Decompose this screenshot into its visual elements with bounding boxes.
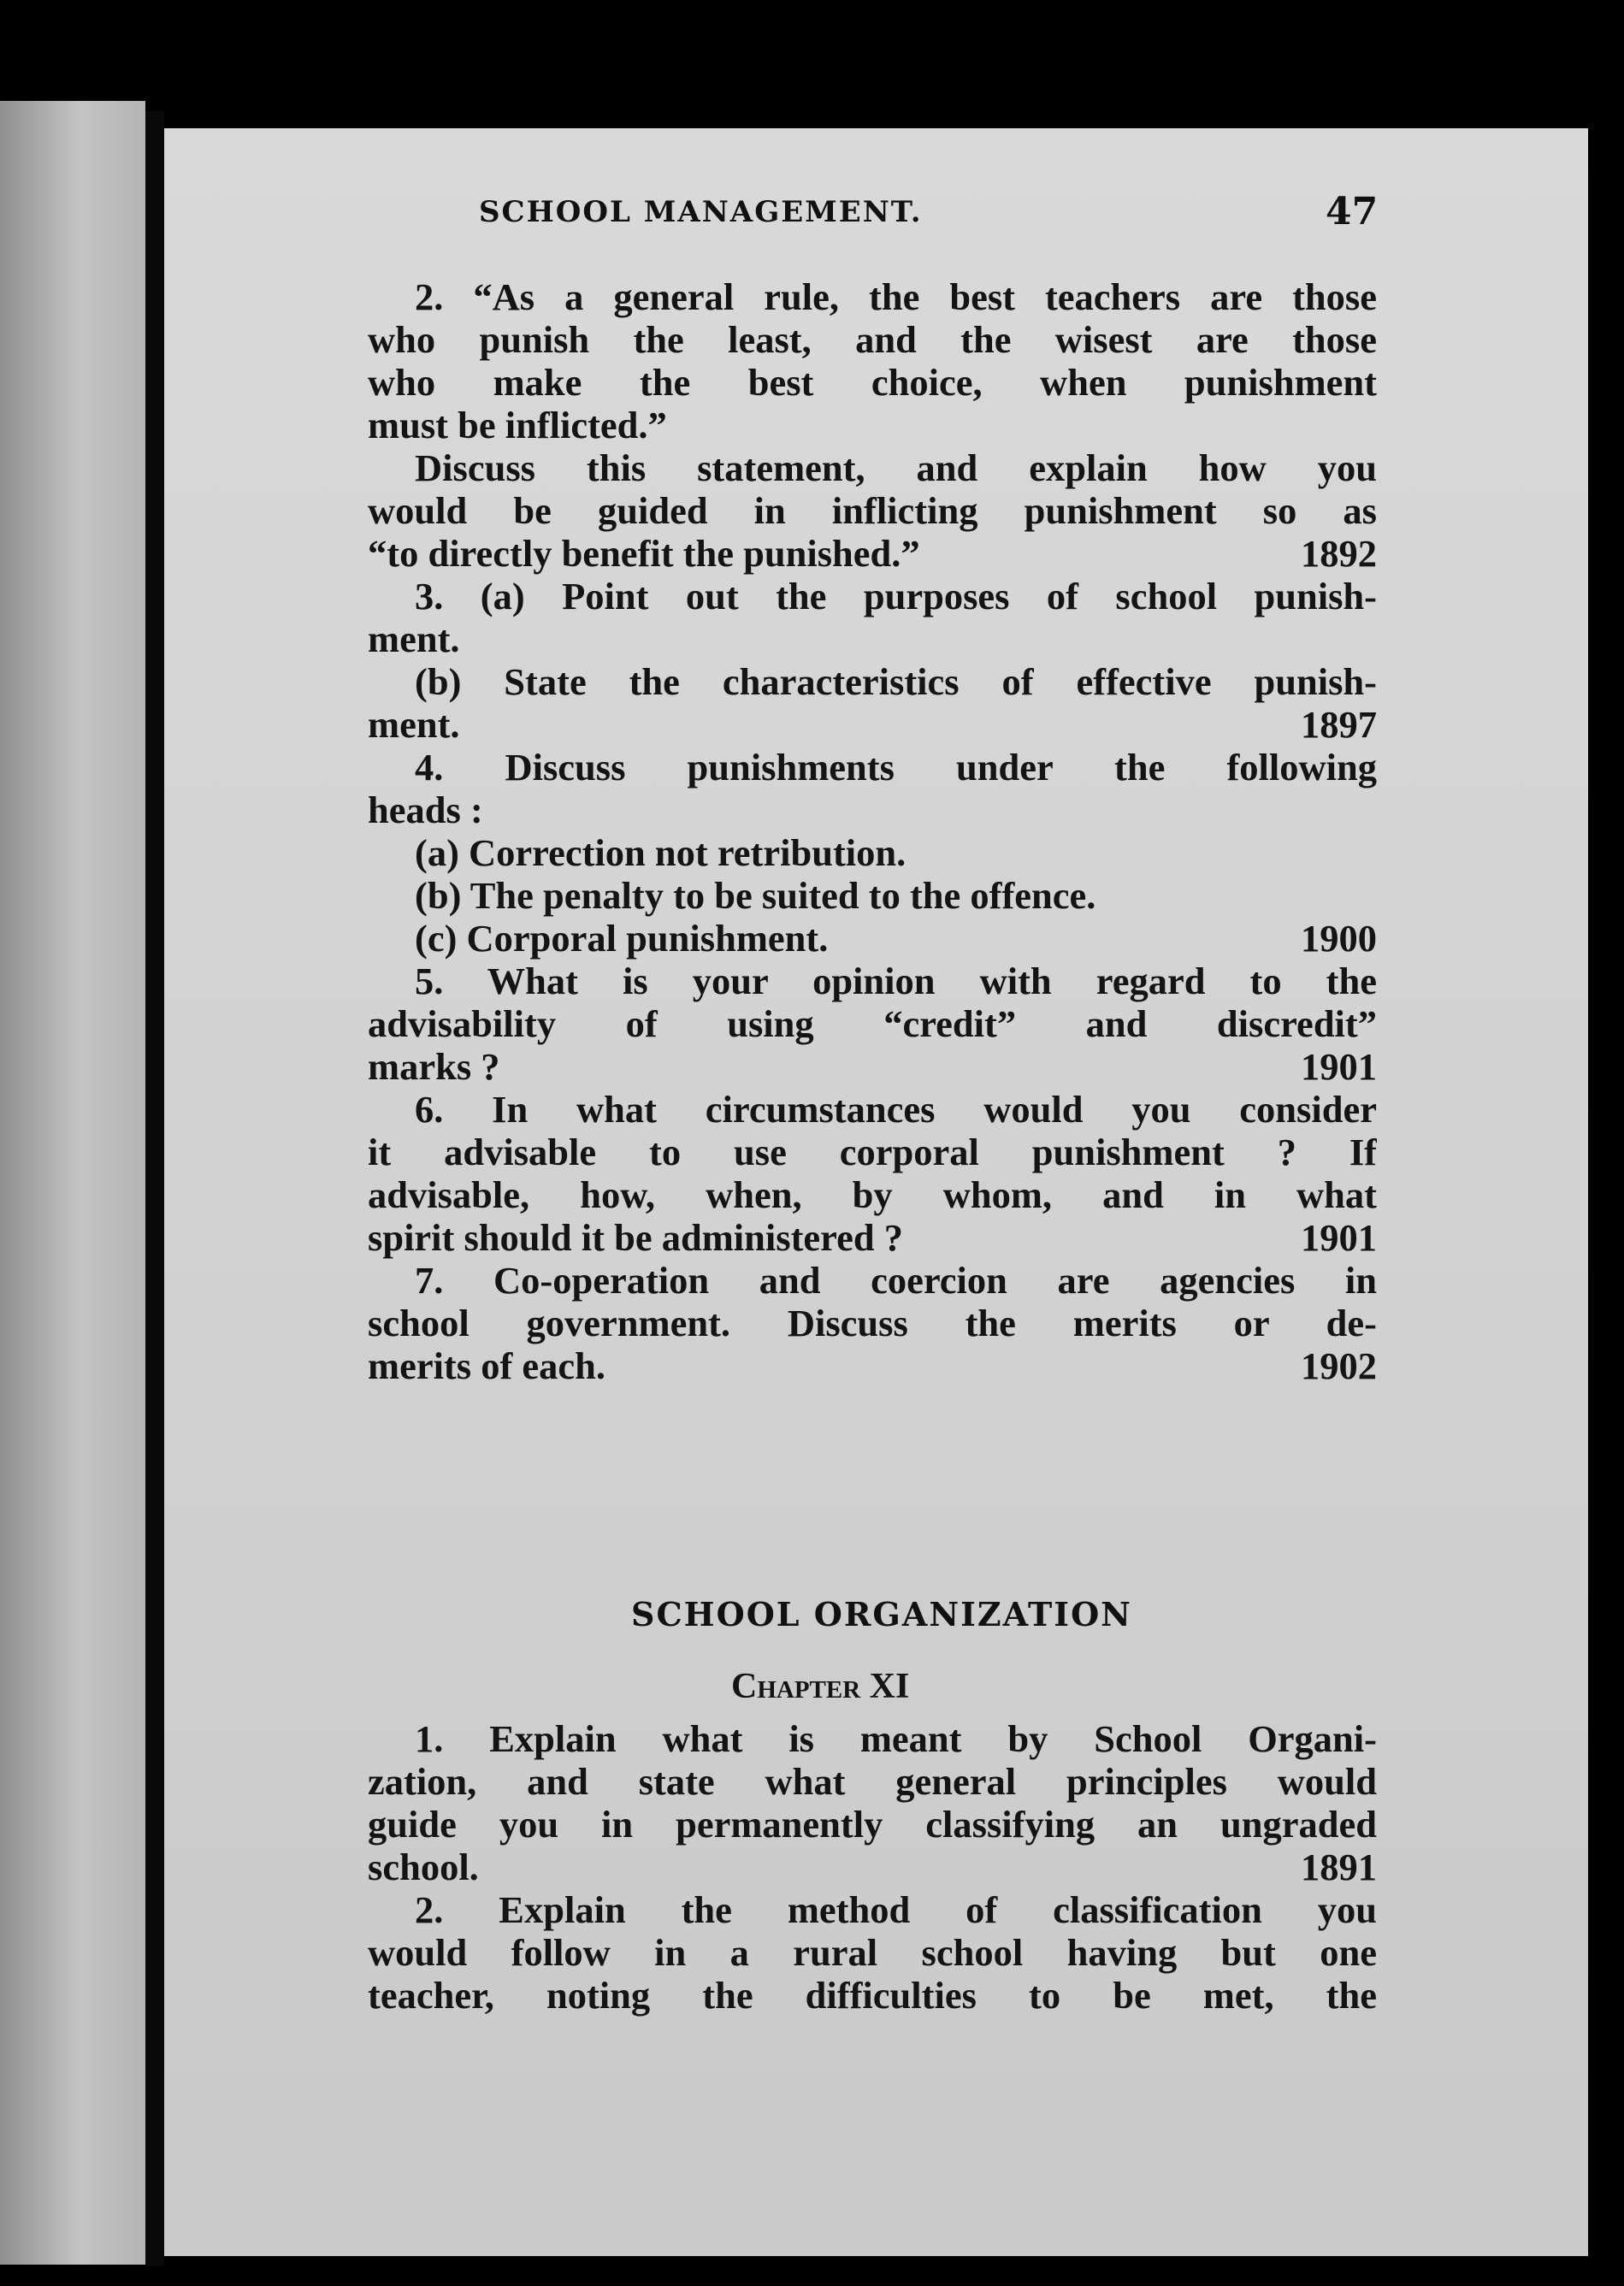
line-text: heads : (368, 789, 483, 831)
exam-year: 1901 (1301, 1045, 1377, 1088)
text-line (368, 1173, 1377, 1216)
line-text: Discuss this statement, and explain how you (415, 446, 1377, 489)
text-line (368, 617, 1377, 660)
line-text: spirit should it be administered ? (368, 1216, 903, 1259)
line-text: 7. Co-operation and coercion are agencies in (415, 1259, 1377, 1302)
line-text: (b) State the characteristics of effective punish- (415, 660, 1377, 703)
line-text: advisability of using “credit” and discredit” (368, 1002, 1377, 1045)
exam-year: 1901 (1301, 1216, 1377, 1259)
text-line (368, 703, 1377, 746)
text-line (368, 1002, 1377, 1045)
line-text: 2. “As a general rule, the best teachers are those (415, 275, 1377, 318)
text-line (368, 746, 1377, 789)
text-line (368, 404, 1377, 446)
section-heading: SCHOOL ORGANIZATION (631, 1595, 1132, 1633)
line-text: advisable, how, when, by whom, and in what (368, 1173, 1377, 1216)
page-number: 47 (1326, 190, 1379, 233)
question-list-organization (368, 1717, 1377, 2017)
line-text: teacher, noting the difficulties to be met, the (368, 1974, 1377, 2017)
line-text: must be inflicted.” (368, 404, 667, 446)
line-text: (c) Corporal punishment. (415, 917, 829, 960)
running-title: SCHOOL MANAGEMENT. (479, 195, 923, 229)
text-line (368, 532, 1377, 575)
line-text: 6. In what circumstances would you consider (415, 1088, 1377, 1131)
text-line (368, 874, 1377, 917)
text-line (368, 1259, 1377, 1302)
text-line (368, 1717, 1377, 1760)
line-text: school. (368, 1846, 479, 1888)
exam-year: 1900 (1301, 917, 1377, 960)
text-line (368, 917, 1377, 960)
exam-year: 1897 (1301, 703, 1377, 746)
text-line (368, 1931, 1377, 1974)
line-text: 2. Explain the method of classification you (415, 1888, 1377, 1931)
text-line (368, 1088, 1377, 1131)
facing-page-edge (0, 101, 145, 2265)
line-text: marks ? (368, 1045, 500, 1088)
line-text: 1. Explain what is meant by School Organi- (415, 1717, 1377, 1760)
text-line (368, 1803, 1377, 1846)
text-line (368, 275, 1377, 318)
text-line (368, 361, 1377, 404)
text-line (368, 1888, 1377, 1931)
text-line (368, 446, 1377, 489)
line-text: who punish the least, and the wisest are those (368, 318, 1377, 361)
line-text: 4. Discuss punishments under the following (415, 746, 1377, 789)
line-text: (b) The penalty to be suited to the offence. (415, 874, 1096, 917)
text-line (368, 1045, 1377, 1088)
line-text: ment. (368, 617, 460, 660)
line-text: would follow in a rural school having but one (368, 1931, 1377, 1974)
text-line (368, 1302, 1377, 1344)
exam-year: 1902 (1301, 1344, 1377, 1387)
text-line (368, 318, 1377, 361)
text-line (368, 660, 1377, 703)
chapter-heading: Chapter XI (731, 1667, 910, 1706)
line-text: guide you in permanently classifying an ungraded (368, 1803, 1377, 1846)
line-text: it advisable to use corporal punishment ? If (368, 1131, 1377, 1173)
text-line (368, 1131, 1377, 1173)
line-text: would be guided in inflicting punishment so as (368, 489, 1377, 532)
text-line (368, 1216, 1377, 1259)
text-line (368, 1760, 1377, 1803)
exam-year: 1891 (1301, 1846, 1377, 1888)
text-line (368, 1974, 1377, 2017)
line-text: school government. Discuss the merits or de- (368, 1302, 1377, 1344)
line-text: who make the best choice, when punishment (368, 361, 1377, 404)
text-line (368, 831, 1377, 874)
line-text: 5. What is your opinion with regard to the (415, 960, 1377, 1002)
book-gutter (145, 111, 164, 2266)
text-line (368, 789, 1377, 831)
text-line (368, 960, 1377, 1002)
line-text: ment. (368, 703, 460, 746)
text-line (368, 1846, 1377, 1888)
exam-year: 1892 (1301, 532, 1377, 575)
line-text: zation, and state what general principles would (368, 1760, 1377, 1803)
line-text: 3. (a) Point out the purposes of school punish- (415, 575, 1377, 617)
text-line (368, 575, 1377, 617)
text-line (368, 489, 1377, 532)
question-list-punishment (368, 275, 1377, 1387)
text-line (368, 1344, 1377, 1387)
line-text: (a) Correction not retribution. (415, 831, 906, 874)
line-text: “to directly benefit the punished.” (368, 532, 920, 575)
line-text: merits of each. (368, 1344, 606, 1387)
